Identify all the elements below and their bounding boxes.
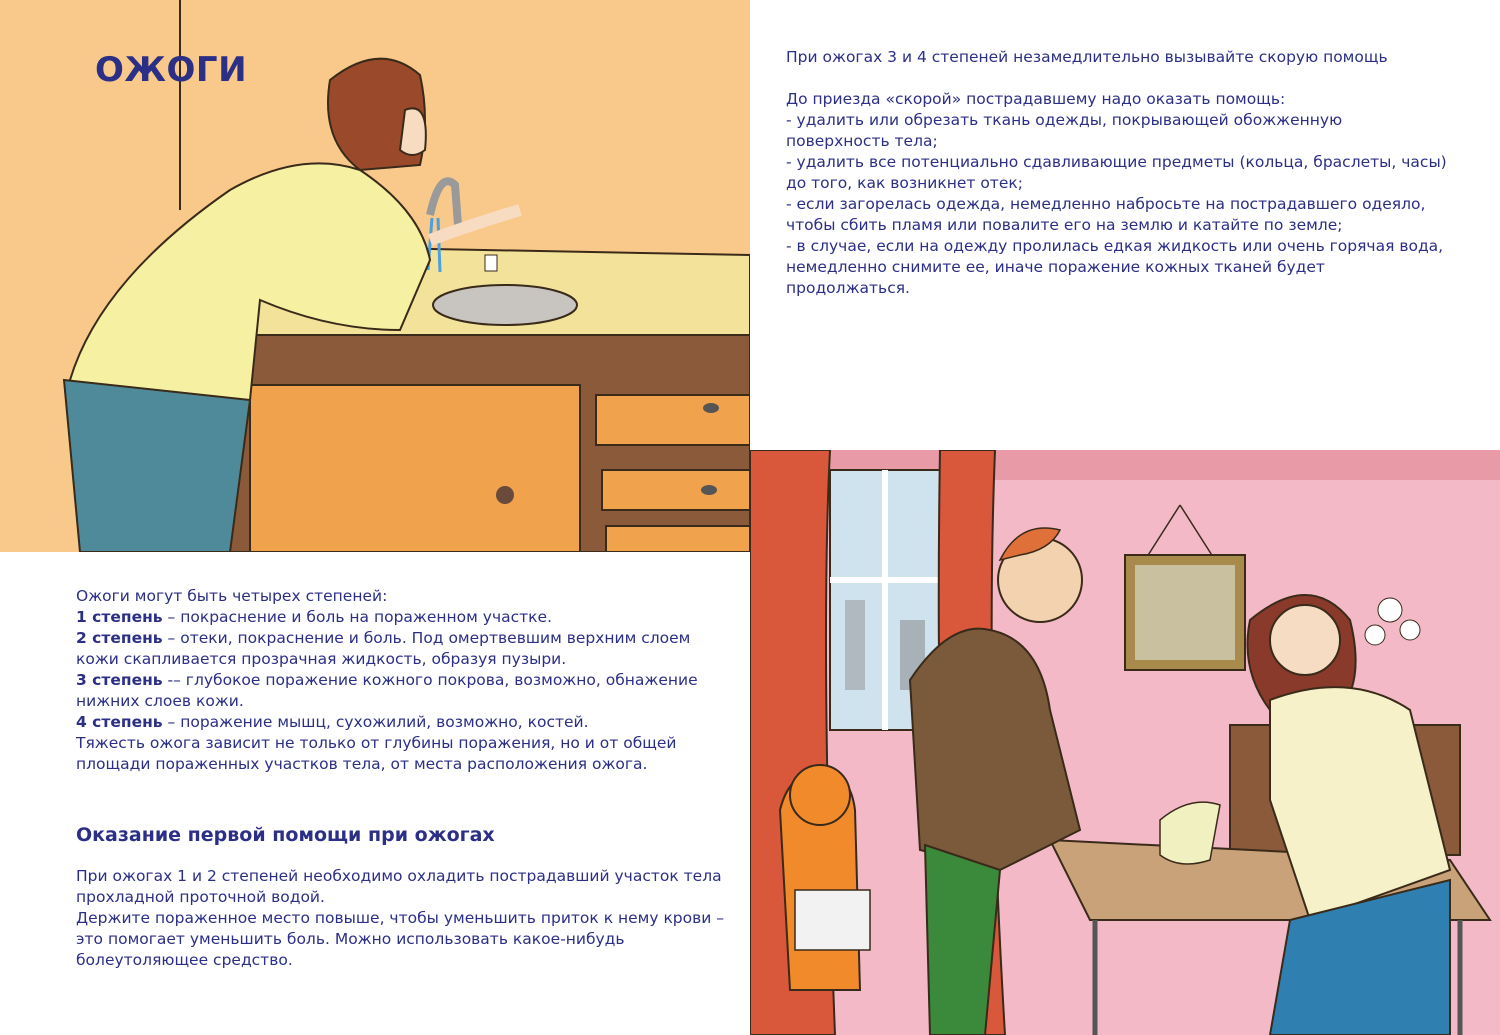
first-aid-line: Держите пораженное место повыше, чтобы уменьшить приток к нему крови – bbox=[76, 909, 725, 927]
degree-1-label: 1 степень bbox=[76, 608, 163, 626]
emergency-instructions bbox=[786, 47, 1466, 299]
degree-3-label: 3 степень bbox=[76, 671, 163, 689]
first-aid-line: это помогает уменьшить боль. Можно использовать какое-нибудь bbox=[76, 930, 625, 948]
degree-4-label: 4 степень bbox=[76, 713, 163, 731]
instruction-line: чтобы сбить пламя или повалите его на землю и катайте по земле; bbox=[786, 216, 1343, 234]
degrees-intro: Ожоги могут быть четырех степеней: bbox=[76, 587, 388, 605]
degree-2 bbox=[76, 628, 716, 649]
degree-1 bbox=[76, 607, 716, 628]
degree-2-text: – отеки, покраснение и боль. Под омертвевшим верхним слоем bbox=[162, 629, 691, 647]
severity-line: площади пораженных участков тела, от места расположения ожога. bbox=[76, 755, 648, 773]
emergency-note: При ожогах 3 и 4 степеней незамедлительно вызывайте скорую помощь bbox=[786, 48, 1388, 66]
instruction-line: - удалить все потенциально сдавливающие предметы (кольца, браслеты, часы) bbox=[786, 153, 1447, 171]
instruction-line: до того, как возникнет отек; bbox=[786, 174, 1023, 192]
degree-3-text: -– глубокое поражение кожного покрова, возможно, обнажение bbox=[162, 671, 698, 689]
burn-degrees bbox=[76, 586, 716, 775]
degree-1-text: – покраснение и боль на пораженном участке. bbox=[162, 608, 552, 626]
degree-3-cont: нижних слоев кожи. bbox=[76, 692, 244, 710]
room-illustration bbox=[750, 450, 1500, 1035]
degree-2-cont: кожи скапливается прозрачная жидкость, образуя пузыри. bbox=[76, 650, 567, 668]
first-aid-line: При ожогах 1 и 2 степеней необходимо охладить пострадавший участок тела bbox=[76, 867, 722, 885]
degree-4 bbox=[76, 712, 716, 733]
first-aid-heading: Оказание первой помощи при ожогах bbox=[76, 824, 495, 846]
degree-4-text: – поражение мышц, сухожилий, возможно, костей. bbox=[162, 713, 589, 731]
first-aid-line: болеутоляющее средство. bbox=[76, 951, 293, 969]
before-ambulance-intro: До приезда «скорой» пострадавшему надо оказать помощь: bbox=[786, 90, 1286, 108]
instruction-line: - в случае, если на одежду пролилась едкая жидкость или очень горячая вода, bbox=[786, 237, 1444, 255]
instruction-line: поверхность тела; bbox=[786, 132, 938, 150]
degree-2-label: 2 степень bbox=[76, 629, 163, 647]
instruction-line: немедленно снимите ее, иначе поражение кожных тканей будет bbox=[786, 258, 1325, 276]
page-title: ОЖОГИ bbox=[95, 50, 248, 90]
instruction-line: - удалить или обрезать ткань одежды, покрывающей обожженную bbox=[786, 111, 1343, 129]
instruction-line: - если загорелась одежда, немедленно набросьте на пострадавшего одеяло, bbox=[786, 195, 1426, 213]
degree-3 bbox=[76, 670, 716, 691]
first-aid-line: прохладной проточной водой. bbox=[76, 888, 325, 906]
first-aid-text bbox=[76, 866, 726, 971]
severity-line: Тяжесть ожога зависит не только от глубины поражения, но и от общей bbox=[76, 734, 677, 752]
instruction-line: продолжаться. bbox=[786, 279, 910, 297]
